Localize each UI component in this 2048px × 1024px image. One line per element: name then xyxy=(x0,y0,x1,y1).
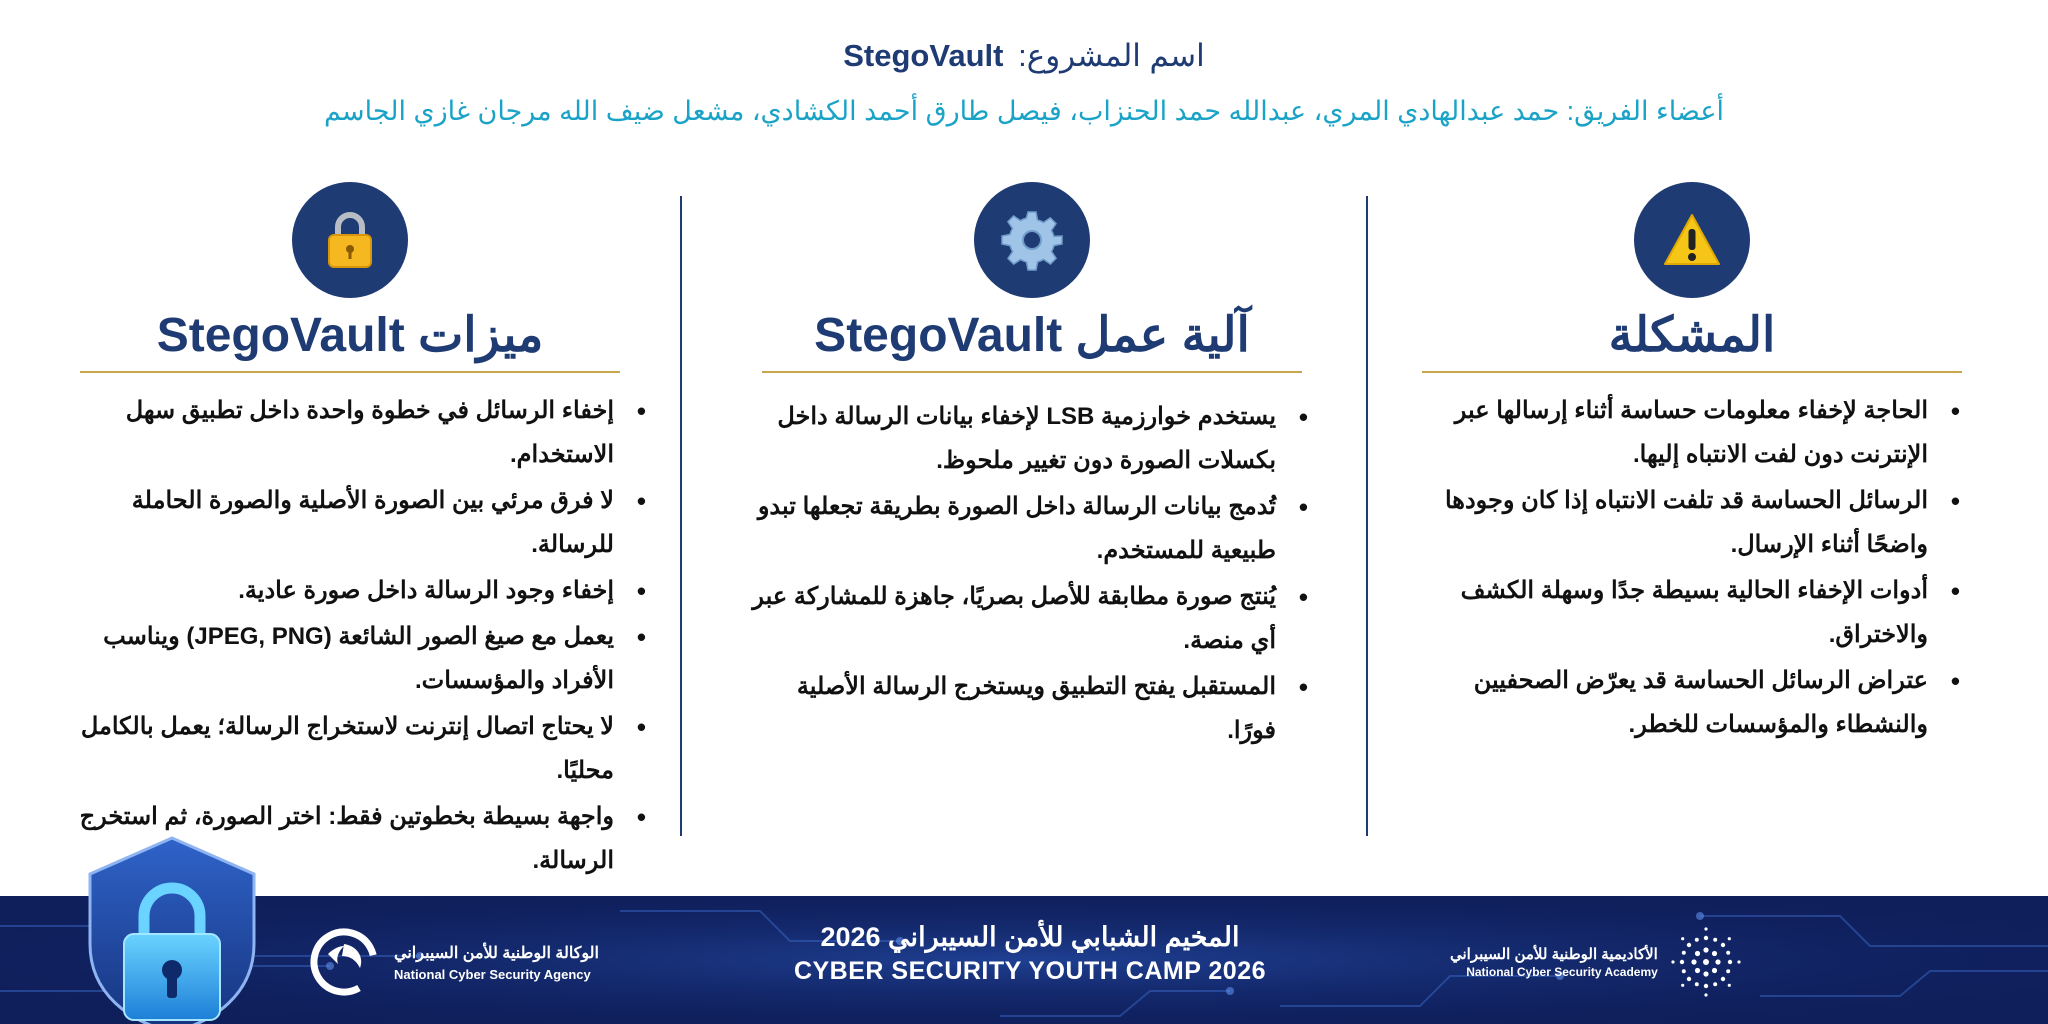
mechanism-column xyxy=(752,182,1312,755)
list-item: • يُنتج صورة مطابقة للأصل بصريًا، جاهزة للمشاركة عبر أي منصة. xyxy=(752,582,1308,655)
team-members: أعضاء الفريق: حمد عبدالهادي المري، عبدالله حمد الحنزاب، فيصل طارق أحمد الكشادي، مشعل ضيف الله مرجان غازي الجاسم xyxy=(324,96,1724,126)
academy-logo xyxy=(1450,926,1742,998)
camp-title-en: CYBER SECURITY YOUTH CAMP 2026 xyxy=(793,957,1267,985)
features-bullet-text: لا فرق مرئي بين الصورة الأصلية والصورة الحاملة للرسالة. xyxy=(131,487,614,559)
project-label: اسم المشروع: xyxy=(1018,38,1205,73)
project-line xyxy=(0,38,2048,74)
agency-name-en: National Cyber Security Agency xyxy=(394,966,591,982)
list-item: • عتراض الرسائل الحساسة قد يعرّض الصحفيين والنشطاء والمؤسسات للخطر. xyxy=(1473,666,1960,739)
list-item: • المستقبل يفتح التطبيق ويستخرج الرسالة الأصلية فورًا. xyxy=(796,672,1308,745)
list-item: • يستخدم خوارزمية LSB لإخفاء بيانات الرسالة داخل بكسلات الصورة دون تغيير ملحوظ. xyxy=(777,402,1308,475)
warning-icon xyxy=(1662,212,1722,268)
list-item: • الحاجة لإخفاء معلومات حساسة أثناء إرسالها عبر الإنترنت دون لفت الانتباه إليها. xyxy=(1454,396,1960,469)
problem-bullet-text: عتراض الرسائل الحساسة قد يعرّض الصحفيين والنشطاء والمؤسسات للخطر. xyxy=(1473,667,1928,739)
problem-bullet-text: الرسائل الحساسة قد تلفت الانتباه إذا كان وجودها واضحًا أثناء الإرسال. xyxy=(1444,487,1928,559)
features-bullet-text: إخفاء الرسائل في خطوة واحدة داخل تطبيق سهل الاستخدام. xyxy=(125,397,614,469)
mechanism-badge xyxy=(974,182,1090,298)
mechanism-list xyxy=(752,395,1312,753)
camp-title xyxy=(780,922,1280,986)
features-list xyxy=(50,389,650,883)
list-item: • أدوات الإخفاء الحالية بسيطة جدًا وسهلة الكشف والاختراق. xyxy=(1460,576,1960,649)
footer-banner xyxy=(0,896,2048,1024)
problem-list xyxy=(1420,389,1964,747)
features-title: ميزات StegoVault xyxy=(80,308,620,373)
problem-bullet-text: الحاجة لإخفاء معلومات حساسة أثناء إرسالها عبر الإنترنت دون لفت الانتباه إليها. xyxy=(1454,397,1928,469)
problem-bullet-text: أدوات الإخفاء الحالية بسيطة جدًا وسهلة الكشف والاختراق. xyxy=(1460,577,1928,649)
mechanism-bullet-text: يستخدم خوارزمية LSB لإخفاء بيانات الرسالة داخل بكسلات الصورة دون تغيير ملحوظ. xyxy=(777,403,1276,475)
agency-logo xyxy=(306,924,599,1000)
poster-header xyxy=(0,38,2048,127)
agency-emblem-icon xyxy=(306,924,382,1000)
features-bullet-text: لا يحتاج اتصال إنترنت لاستخراج الرسالة؛ يعمل بالكامل محليًا. xyxy=(80,713,614,785)
problem-badge xyxy=(1634,182,1750,298)
problem-title: المشكلة xyxy=(1422,308,1962,373)
list-item: • الرسائل الحساسة قد تلفت الانتباه إذا كان وجودها واضحًا أثناء الإرسال. xyxy=(1444,486,1960,559)
mechanism-bullet-text: تُدمج بيانات الرسالة داخل الصورة بطريقة تجعلها تبدو طبيعية للمستخدم. xyxy=(757,493,1276,565)
list-item: • إخفاء وجود الرسالة داخل صورة عادية. xyxy=(238,576,646,607)
mechanism-bullet-text: المستقبل يفتح التطبيق ويستخرج الرسالة الأصلية فورًا. xyxy=(796,673,1276,745)
column-divider xyxy=(680,196,682,836)
list-item: • إخفاء الرسائل في خطوة واحدة داخل تطبيق سهل الاستخدام. xyxy=(125,396,646,469)
mechanism-title: آلية عمل StegoVault xyxy=(762,308,1302,373)
features-bullet-text: يعمل مع صيغ الصور الشائعة (JPEG, PNG) ويناسب الأفراد والمؤسسات. xyxy=(103,623,614,695)
mechanism-bullet-text: يُنتج صورة مطابقة للأصل بصريًا، جاهزة للمشاركة عبر أي منصة. xyxy=(752,583,1276,655)
camp-title-ar: المخيم الشبابي للأمن السيبراني 2026 xyxy=(820,922,1240,952)
list-item: • يعمل مع صيغ الصور الشائعة (JPEG, PNG) ويناسب الأفراد والمؤسسات. xyxy=(103,622,646,695)
academy-name-ar: الأكاديمية الوطنية للأمن السيبراني xyxy=(1450,946,1658,963)
academy-emblem-icon xyxy=(1670,926,1742,998)
gear-icon xyxy=(1000,208,1064,272)
list-item: • لا فرق مرئي بين الصورة الأصلية والصورة الحاملة للرسالة. xyxy=(131,486,646,559)
agency-name-ar: الوكالة الوطنية للأمن السيبراني xyxy=(394,944,599,962)
features-bullet-text: إخفاء وجود الرسالة داخل صورة عادية. xyxy=(238,577,614,605)
academy-name-en: National Cyber Security Academy xyxy=(1466,965,1658,979)
features-column xyxy=(50,182,650,885)
column-divider xyxy=(1366,196,1368,836)
features-bullet-text: واجهة بسيطة بخطوتين فقط: اختر الصورة، ثم استخرج الرسالة. xyxy=(79,803,614,875)
list-item: • واجهة بسيطة بخطوتين فقط: اختر الصورة، ثم استخرج الرسالة. xyxy=(79,802,646,875)
list-item: • لا يحتاج اتصال إنترنت لاستخراج الرسالة؛ يعمل بالكامل محليًا. xyxy=(80,712,646,785)
features-badge xyxy=(292,182,408,298)
shield-lock-icon xyxy=(84,834,260,1024)
project-name: StegoVault xyxy=(843,38,1004,73)
problem-column xyxy=(1420,182,1964,749)
list-item: • تُدمج بيانات الرسالة داخل الصورة بطريقة تجعلها تبدو طبيعية للمستخدم. xyxy=(757,492,1308,565)
lock-icon xyxy=(324,210,376,270)
